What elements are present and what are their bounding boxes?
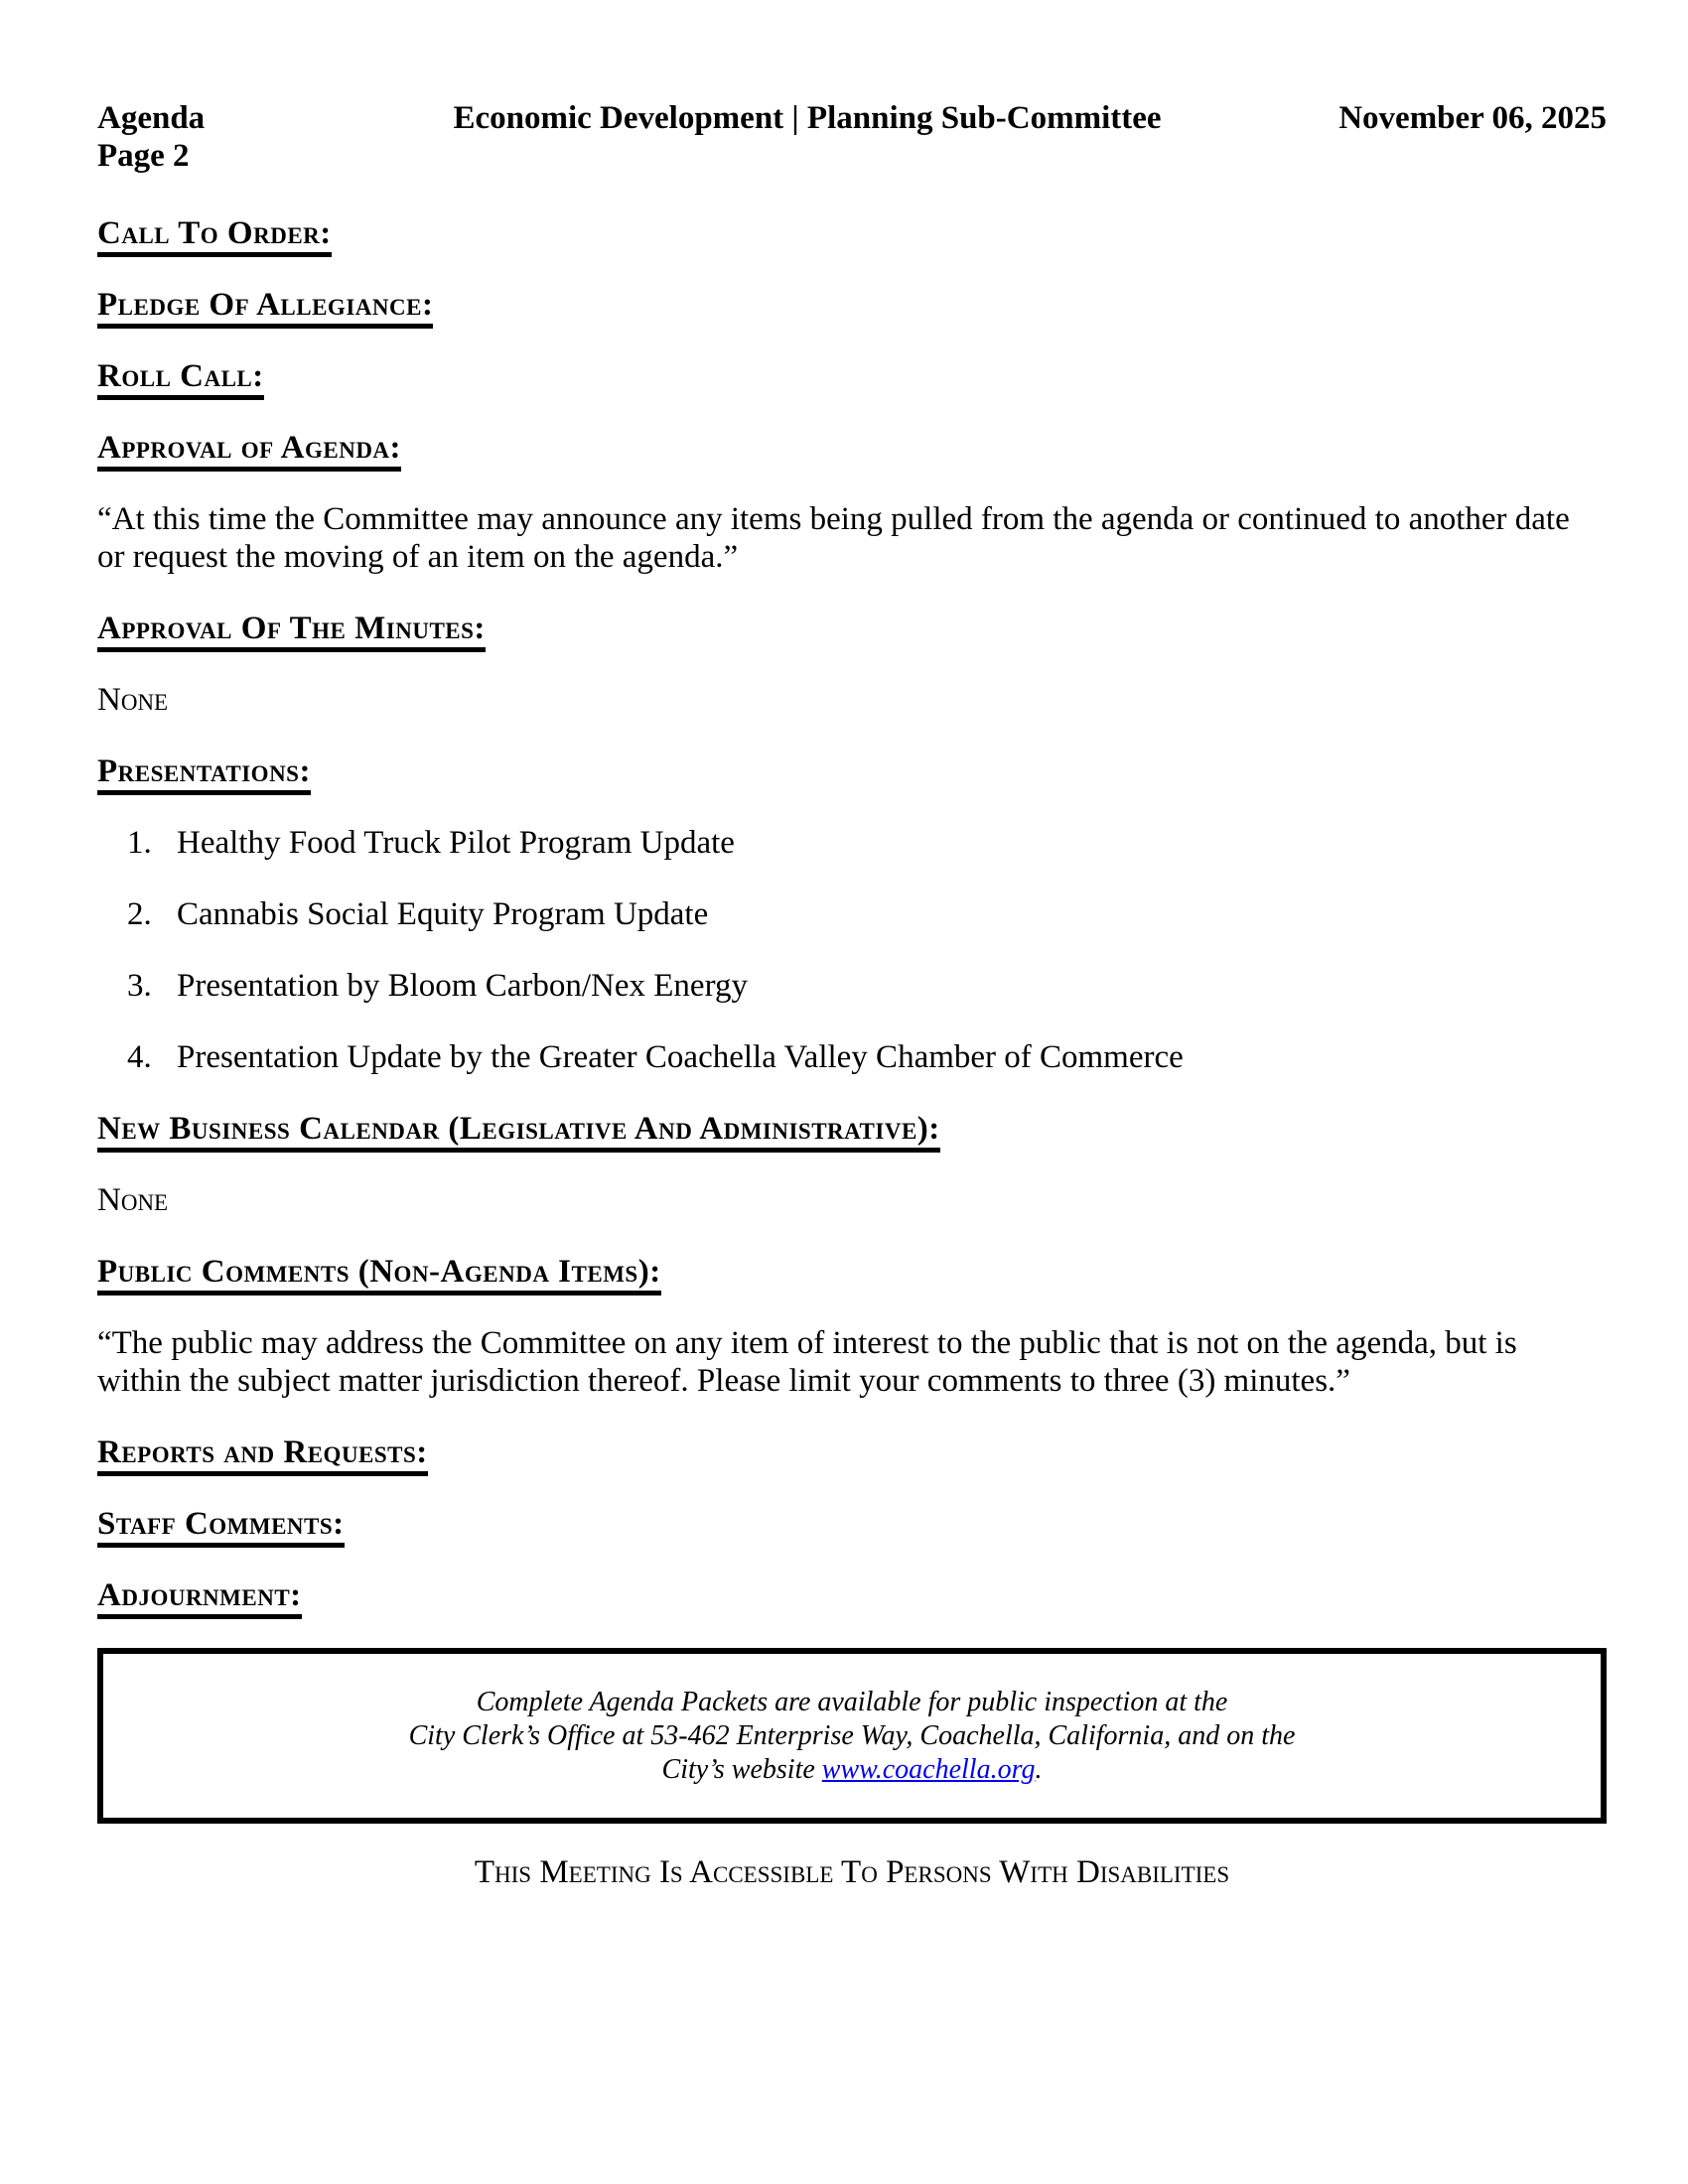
list-item [97,895,1607,933]
note-line: within the subject matter jurisdiction thereof. Please limit your comments to three (3) minutes.” [97,1363,1350,1399]
accessibility-note: This Meeting Is Accessible To Persons With Disabilities [474,1854,1230,1890]
approval-of-agenda-note [97,500,1607,576]
note-line: or request the moving of an item on the agenda.” [97,539,739,575]
page-header [97,99,1607,175]
notice-line-2: City Clerk’s Office at 53-462 Enterprise Way, Coachella, California, and on the [408,1719,1296,1751]
minutes-none-value: None [97,682,169,718]
header-left [97,99,336,175]
meeting-date: November 06, 2025 [1338,100,1607,136]
section-presentations: Presentations: [97,752,1607,790]
section-roll-call: Roll Call: [97,357,1607,395]
note-line: “At this time the Committee may announce any items being pulled from the agenda or continued to another date [97,501,1570,537]
city-website-link[interactable]: www.coachella.org [821,1753,1036,1785]
notice-line-3-suffix: . [1035,1753,1043,1785]
section-staff-comments: Staff Comments: [97,1505,1607,1543]
list-item-number: 2. [127,896,152,932]
section-pledge-of-allegiance: Pledge Of Allegiance: [97,286,1607,324]
agenda-packet-notice-box [97,1648,1607,1824]
list-item-text: Cannabis Social Equity Program Update [177,896,709,932]
section-reports-and-requests: Reports and Requests: [97,1433,1607,1471]
list-item-number: 3. [127,968,152,1004]
doc-type-label: Agenda [97,100,206,136]
committee-title: Economic Development | Planning Sub-Committee [453,100,1162,136]
section-adjournment: Adjournment: [97,1576,1607,1614]
list-item [97,824,1607,862]
list-item-text: Presentation Update by the Greater Coachella Valley Chamber of Commerce [177,1039,1184,1075]
new-business-none-value: None [97,1182,169,1218]
notice-line-3 [103,1753,1601,1787]
notice-line-3-prefix: City’s website [661,1753,822,1785]
presentations-list [97,824,1607,1076]
list-item-text: Healthy Food Truck Pilot Program Update [177,825,735,861]
page-number-label: Page 2 [97,138,190,174]
list-item-number: 4. [127,1039,152,1075]
section-public-comments: Public Comments (Non-Agenda Items): [97,1253,1607,1291]
public-comments-note [97,1324,1607,1400]
list-item [97,1038,1607,1076]
list-item [97,967,1607,1005]
section-call-to-order: Call To Order: [97,214,1607,252]
note-line: “The public may address the Committee on any item of interest to the public that is not on the agenda, but is [97,1325,1517,1361]
list-item-text: Presentation by Bloom Carbon/Nex Energy [177,968,748,1004]
section-new-business-calendar: New Business Calendar (Legislative And Administrative): [97,1110,1607,1148]
list-item-number: 1. [127,825,152,861]
notice-line-1: Complete Agenda Packets are available for public inspection at the [476,1686,1228,1717]
section-approval-of-agenda: Approval of Agenda: [97,429,1607,467]
section-approval-of-minutes: Approval Of The Minutes: [97,610,1607,647]
agenda-body [97,214,1607,1891]
